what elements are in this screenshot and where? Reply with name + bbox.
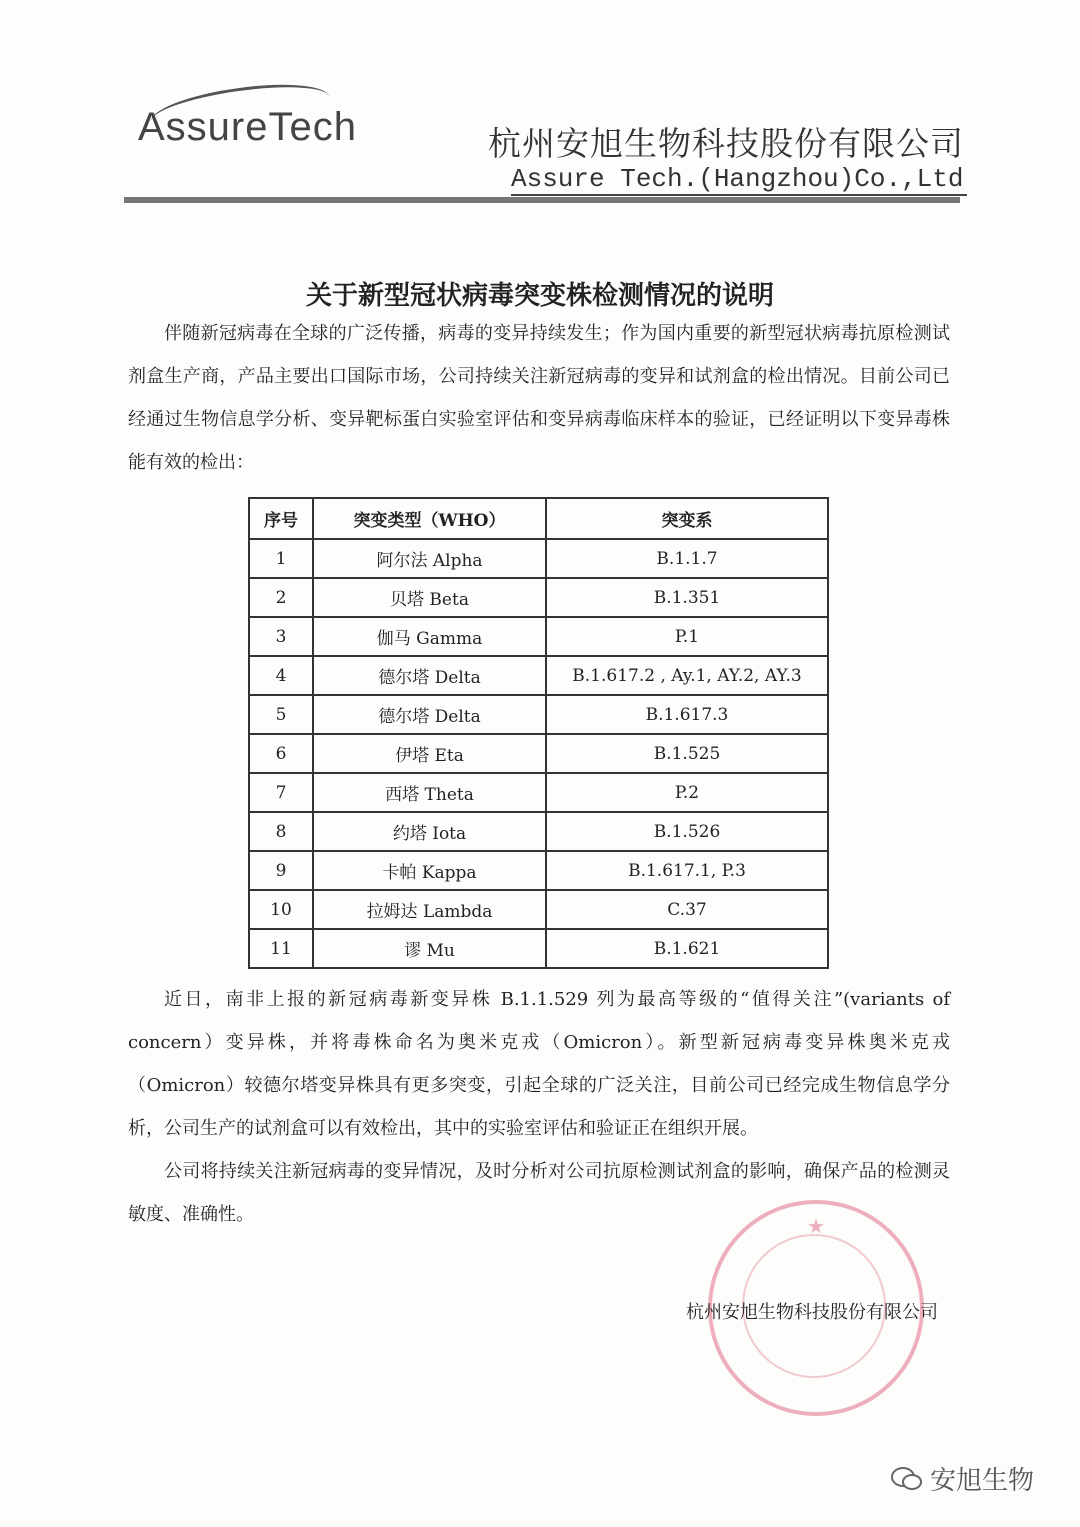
cell-type: 德尔塔 Delta [313, 695, 546, 734]
cell-index: 1 [249, 539, 313, 578]
table-row [249, 734, 828, 773]
company-name-en: Assure Tech.(Hangzhou)Co.,Ltd [511, 164, 967, 196]
table-row [249, 890, 828, 929]
cell-lineage: B.1.617.1, P.3 [546, 851, 828, 890]
table-row [249, 929, 828, 968]
cell-lineage: B.1.617.2 , Ay.1, AY.2, AY.3 [546, 656, 828, 695]
intro-paragraph: 伴随新冠病毒在全球的广泛传播，病毒的变异持续发生；作为国内重要的新型冠状病毒抗原检测试剂盒生产商，产品主要出口国际市场，公司持续关注新冠病毒的变异和试剂盒的检出情况。目前公司已经通过生物信息学分析、变异靶标蛋白实验室评估和变异病毒临床样本的验证，已经证明以下变异毒株能有效的检出： [128, 323, 950, 473]
company-name-cn: 杭州安旭生物科技股份有限公司 [488, 124, 964, 163]
cell-type: 伽马 Gamma [313, 617, 546, 656]
cell-index: 3 [249, 617, 313, 656]
table-row [249, 851, 828, 890]
closing-paragraph: 公司将持续关注新冠病毒的变异情况，及时分析对公司抗原检测试剂盒的影响，确保产品的检测灵敏度、准确性。 [128, 1161, 950, 1225]
cell-lineage: B.1.525 [546, 734, 828, 773]
cell-index: 4 [249, 656, 313, 695]
document-title: 关于新型冠状病毒突变株检测情况的说明 [305, 281, 774, 311]
cell-type: 谬 Mu [313, 929, 546, 968]
cell-type: 伊塔 Eta [313, 734, 546, 773]
cell-index: 11 [249, 929, 313, 968]
header-divider [124, 197, 960, 203]
table-row [249, 539, 828, 578]
cell-index: 5 [249, 695, 313, 734]
col-header-index: 序号 [249, 498, 313, 539]
cell-index: 7 [249, 773, 313, 812]
cell-index: 2 [249, 578, 313, 617]
table-row [249, 656, 828, 695]
company-seal: ★ [708, 1200, 924, 1416]
table-row [249, 578, 828, 617]
cell-type: 约塔 Iota [313, 812, 546, 851]
cell-lineage: P.1 [546, 617, 828, 656]
cell-index: 9 [249, 851, 313, 890]
col-header-type: 突变类型（WHO） [313, 498, 546, 539]
table-header-row [249, 498, 828, 539]
cell-index: 10 [249, 890, 313, 929]
col-header-lineage: 突变系 [546, 498, 828, 539]
wechat-icon [890, 1466, 924, 1492]
cell-lineage: P.2 [546, 773, 828, 812]
cell-type: 卡帕 Kappa [313, 851, 546, 890]
cell-type: 德尔塔 Delta [313, 656, 546, 695]
cell-lineage: B.1.621 [546, 929, 828, 968]
cell-lineage: B.1.526 [546, 812, 828, 851]
cell-type: 阿尔法 Alpha [313, 539, 546, 578]
cell-lineage: B.1.1.7 [546, 539, 828, 578]
table-row [249, 617, 828, 656]
cell-lineage: C.37 [546, 890, 828, 929]
company-logo: AssureTech [138, 105, 357, 149]
cell-lineage: B.1.617.3 [546, 695, 828, 734]
omicron-paragraph: 近日，南非上报的新冠病毒新变异株 B.1.1.529 列为最高等级的“值得关注”(variants of concern）变异株，并将毒株命名为奥米克戎（Omicron）。新型新冠病毒变异株奥米克戎（Omicron）较德尔塔变异株具有更多突变，引起全球的广泛关注，目前公司已经完成生物信息学分析，公司生产的试剂盒可以有效检出，其中的实验室评估和验证正在组织开展。 [128, 989, 950, 1139]
cell-type: 西塔 Theta [313, 773, 546, 812]
watermark-text: 安旭生物 [930, 1466, 1035, 1496]
table-row [249, 695, 828, 734]
cell-type: 拉姆达 Lambda [313, 890, 546, 929]
cell-index: 6 [249, 734, 313, 773]
table-row [249, 812, 828, 851]
cell-type: 贝塔 Beta [313, 578, 546, 617]
table-row [249, 773, 828, 812]
signature-company: 杭州安旭生物科技股份有限公司 [686, 1302, 938, 1323]
cell-index: 8 [249, 812, 313, 851]
cell-lineage: B.1.351 [546, 578, 828, 617]
wechat-watermark [890, 1460, 1034, 1497]
variant-table [248, 497, 829, 969]
